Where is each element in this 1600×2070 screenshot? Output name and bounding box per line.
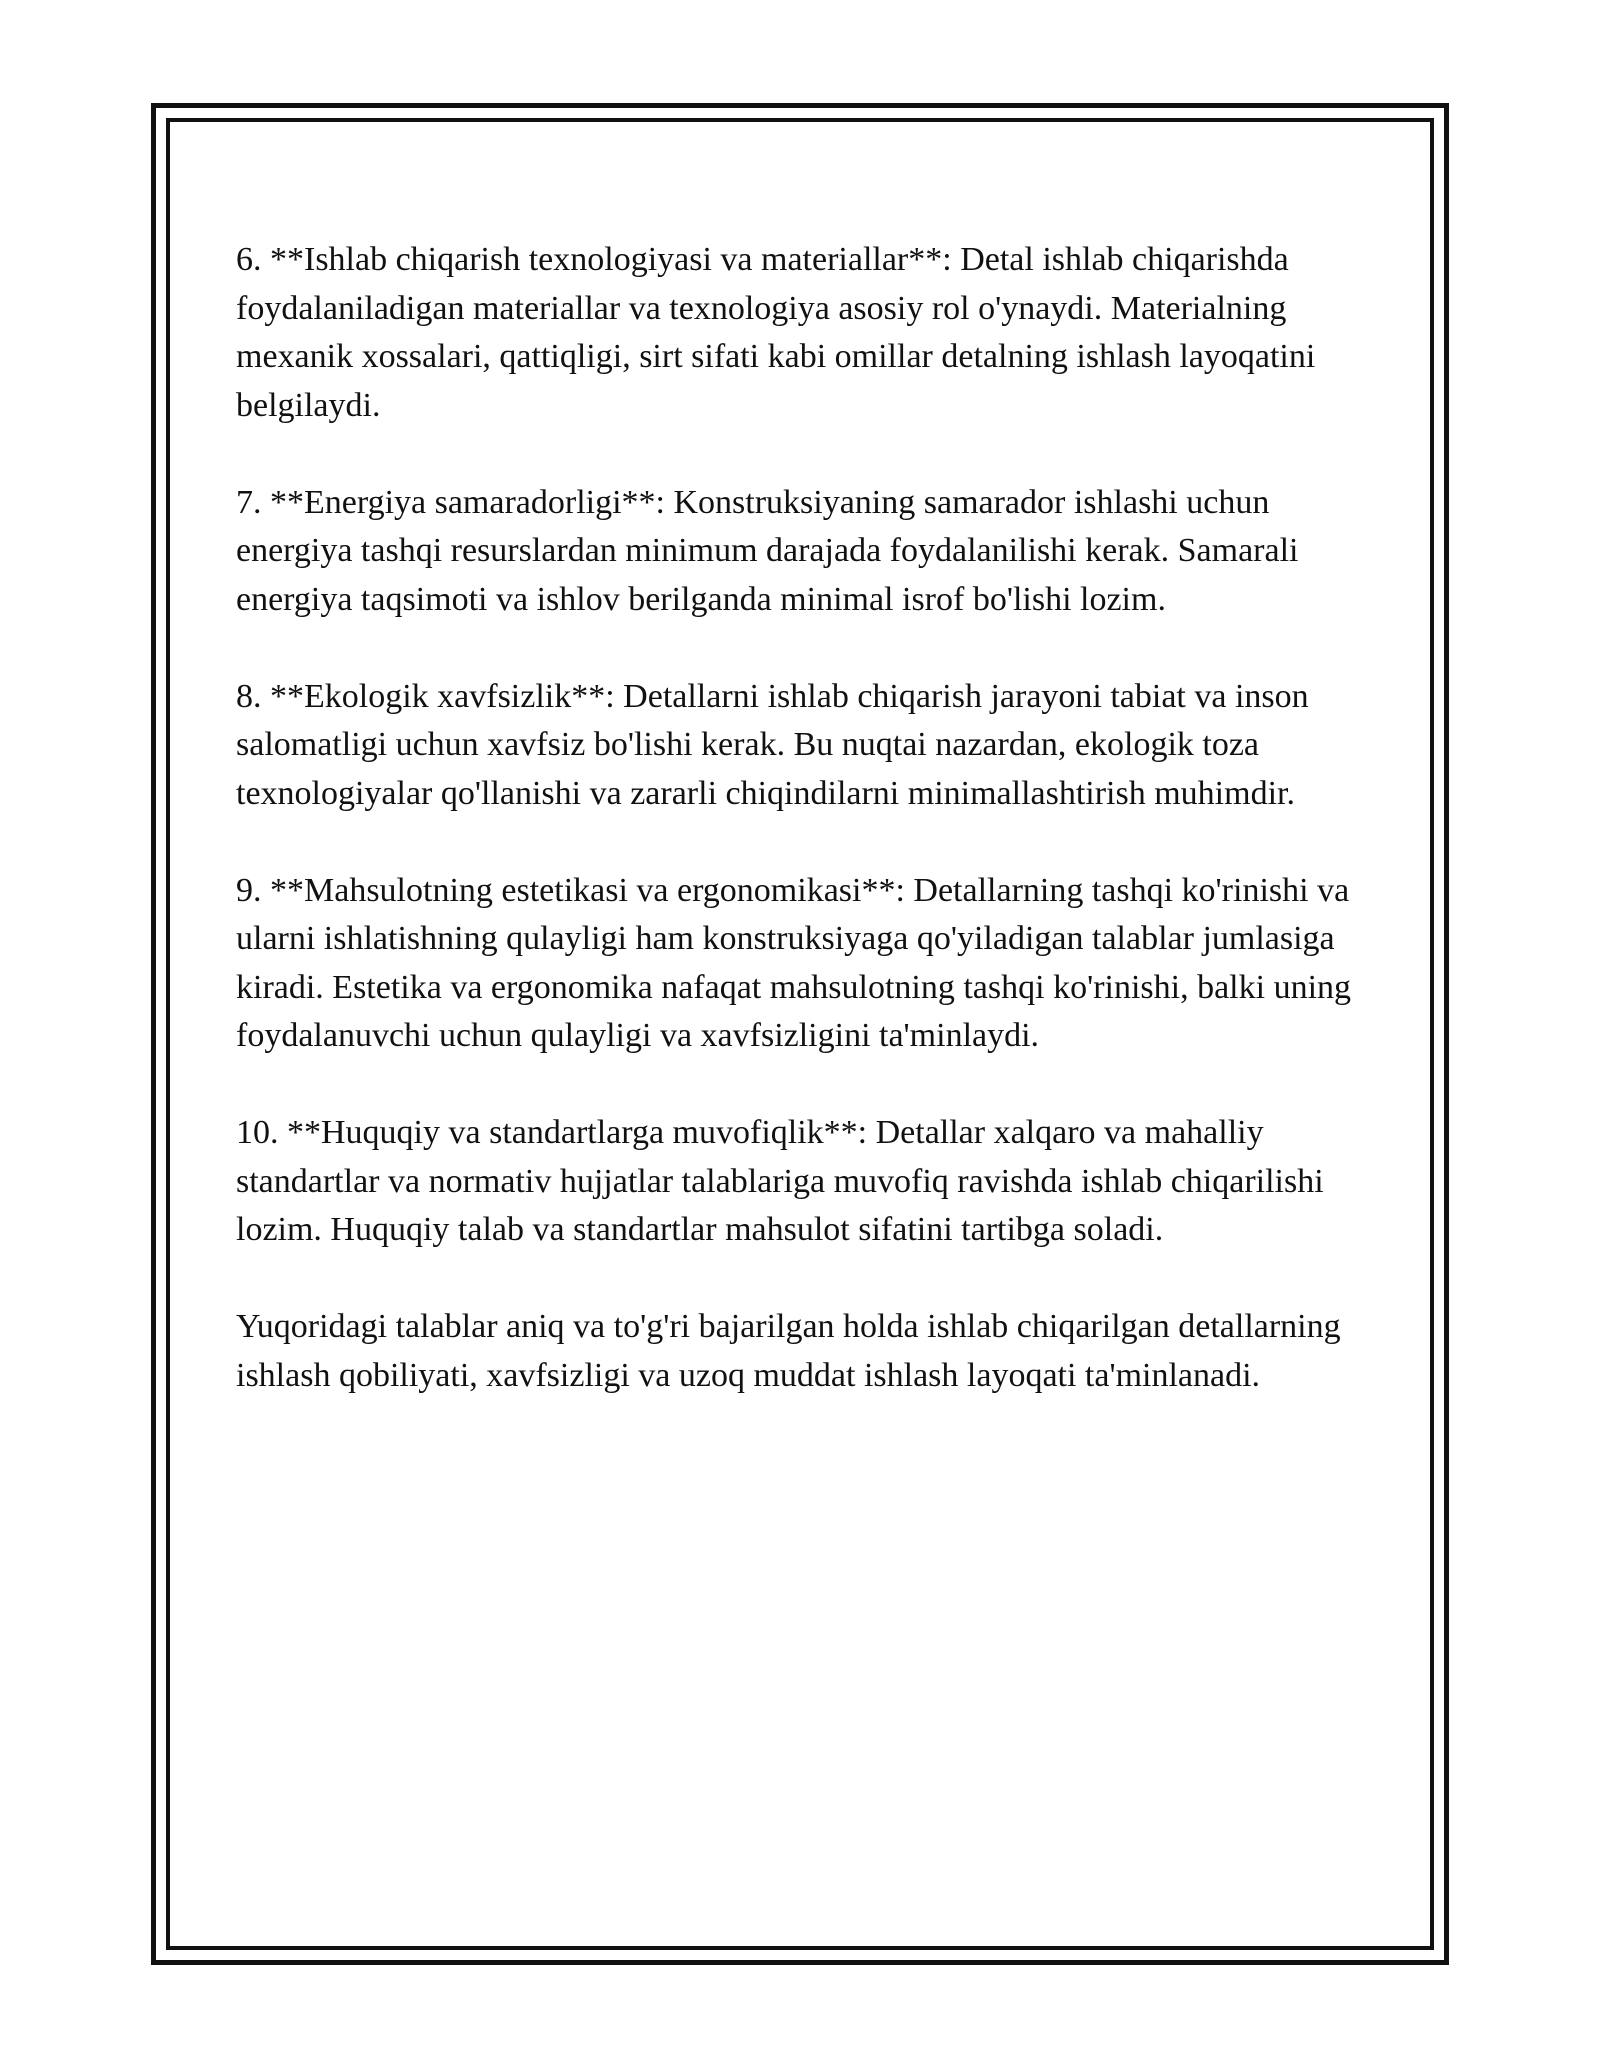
- paragraph-item-10: 10. **Huquqiy va standartlarga muvofiqlik**: Detallar xalqaro va mahalliy standartlar va normativ hujjatlar talablariga muvofiq ravishda ishlab chiqarilishi lozim. Huquqiy talab va standartlar mahsulot sifatini tartibga soladi.: [236, 1114, 1324, 1248]
- paragraph-item-7: 7. **Energiya samaradorligi**: Konstruksiyaning samarador ishlashi uchun energiya tashqi resurslardan minimum darajada foydalanilishi kerak. Samarali energiya taqsimoti va ishlov berilganda minimal isrof bo'lishi lozim.: [236, 483, 1299, 618]
- document-body: [236, 236, 1366, 1449]
- paragraph-conclusion: Yuqoridagi talablar aniq va to'g'ri bajarilgan holda ishlab chiqarilgan detallarning ishlash qobiliyati, xavfsizligi va uzoq muddat ishlash layoqati ta'minlanadi.: [236, 1308, 1341, 1394]
- paragraph-item-6: 6. **Ishlab chiqarish texnologiyasi va materiallar**: Detal ishlab chiqarishda foydalaniladigan materiallar va texnologiya asosiy rol o'ynaydi. Materialning mexanik xossalari, qattiqligi, sirt sifati kabi omillar detalning ishlash layoqatini belgilaydi.: [236, 241, 1316, 424]
- paragraph-item-9: 9. **Mahsulotning estetikasi va ergonomikasi**: Detallarning tashqi ko'rinishi va ularni ishlatishning qulayligi ham konstruksiyaga qo'yiladigan talablar jumlasiga kiradi. Estetika va ergonomika nafaqat mahsulotning tashqi ko'rinishi, balki uning foydalanuvchi uchun qulayligi va xavfsizligini ta'minlaydi.: [236, 871, 1352, 1054]
- paragraph-item-8: 8. **Ekologik xavfsizlik**: Detallarni ishlab chiqarish jarayoni tabiat va inson salomatligi uchun xavfsiz bo'lishi kerak. Bu nuqtai nazardan, ekologik toza texnologiyalar qo'llanishi va zararli chiqindilarni minimallashtirish muhimdir.: [236, 677, 1309, 812]
